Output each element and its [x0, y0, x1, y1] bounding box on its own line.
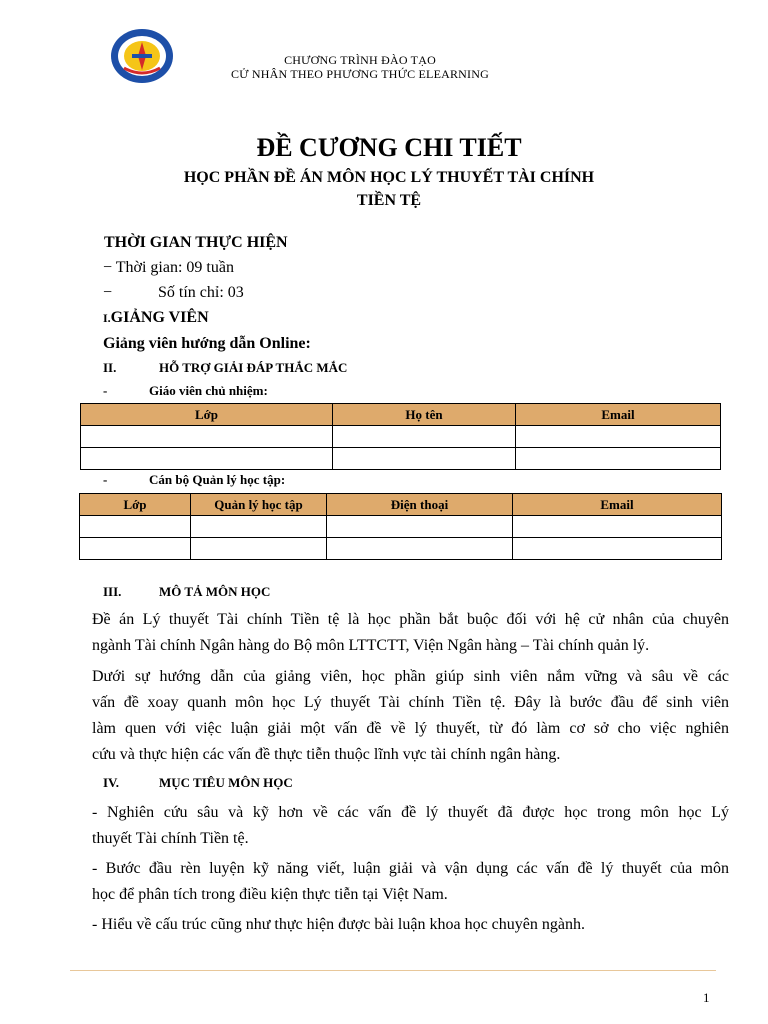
table-cell[interactable]: [516, 426, 721, 448]
table-cell[interactable]: [516, 448, 721, 470]
credits-line: [103, 284, 244, 302]
objective-item-2: [92, 856, 729, 908]
objectives-section-heading: MỤC TIÊU MÔN HỌC: [159, 775, 293, 790]
footer-divider: [70, 970, 716, 971]
manager-label: Cán bộ Quản lý học tập:: [149, 472, 286, 487]
online-lecturer-label: Giảng viên hướng dẫn Online:: [103, 335, 311, 352]
objectives-section-number: IV.: [103, 775, 120, 790]
table-cell[interactable]: [327, 516, 513, 538]
bullet-dash: −: [103, 259, 113, 276]
paragraph-line: - Hiểu về cấu trúc cũng như thực hiện được bài luận khoa học chuyên ngành.: [92, 916, 585, 933]
table-cell[interactable]: [513, 538, 722, 560]
table-cell[interactable]: [81, 448, 333, 470]
page-number: 1: [703, 990, 710, 1005]
table-row: [81, 448, 721, 470]
column-header: Email: [516, 404, 721, 426]
course-title-line2: TIỀN TỆ: [356, 192, 422, 209]
table-cell[interactable]: [327, 538, 513, 560]
column-header: Điện thoại: [327, 494, 513, 516]
paragraph-line: - Nghiên cứu sâu và kỹ hơn về các vấn đề lý thuyết đã được học trong môn học Lý: [92, 804, 729, 821]
table-cell[interactable]: [333, 448, 516, 470]
duration-text: Thời gian: 09 tuần: [115, 259, 234, 276]
paragraph-line: thuyết Tài chính Tiền tệ.: [92, 830, 249, 847]
homeroom-table: [80, 403, 721, 470]
duration-line: [103, 259, 234, 277]
description-paragraph-2: [92, 664, 729, 768]
column-header: Lớp: [81, 404, 333, 426]
support-section-number: II.: [103, 360, 117, 375]
table-cell[interactable]: [80, 516, 191, 538]
table-row: [80, 538, 722, 560]
table-cell[interactable]: [191, 516, 327, 538]
objective-item-3: [92, 912, 729, 938]
paragraph-line: cứu và thực hiện các vấn đề thực tiễn thuộc lĩnh vực tài chính ngân hàng.: [92, 746, 561, 763]
description-paragraph-1: [92, 607, 729, 659]
section-title: GIẢNG VIÊN: [110, 309, 209, 326]
description-section-heading: MÔ TẢ MÔN HỌC: [159, 584, 271, 599]
program-title-line2: CỬ NHÂN THEO PHƯƠNG THỨC ELEARNING: [231, 67, 489, 81]
course-title-line1: HỌC PHẦN ĐỀ ÁN MÔN HỌC LÝ THUYẾT TÀI CHÍNH: [183, 169, 595, 186]
document-title: ĐỀ CƯƠNG CHI TIẾT: [256, 133, 522, 162]
paragraph-line: làm quen với việc luận giải một vấn đề về lý thuyết, từ đó làm cơ sở cho việc nghiên: [92, 720, 729, 737]
study-manager-table: [79, 493, 722, 560]
credits-text: Số tín chỉ: 03: [158, 284, 244, 301]
objective-item-1: [92, 800, 729, 852]
table-cell[interactable]: [333, 426, 516, 448]
table-row: [81, 426, 721, 448]
paragraph-line: Dưới sự hướng dẫn của giảng viên, học phần giúp sinh viên nắm vững và sâu về các: [92, 668, 729, 685]
column-header: Họ tên: [333, 404, 516, 426]
bullet-dash: −: [103, 284, 113, 301]
section-number: I.: [103, 311, 111, 325]
paragraph-line: Đề án Lý thuyết Tài chính Tiền tệ là học phần bắt buộc đối với hệ cử nhân của chuyên: [92, 611, 729, 628]
description-section-number: III.: [103, 584, 122, 599]
homeroom-label: Giáo viên chủ nhiệm:: [149, 383, 268, 398]
paragraph-line: - Bước đầu rèn luyện kỹ năng viết, luận giải và vận dụng các vấn đề lý thuyết của môn: [92, 860, 729, 877]
support-section-heading: HỖ TRỢ GIẢI ĐÁP THẮC MẮC: [159, 360, 348, 375]
table-cell[interactable]: [191, 538, 327, 560]
table-cell[interactable]: [81, 426, 333, 448]
lecturer-heading: [103, 309, 209, 327]
paragraph-line: ngành Tài chính Ngân hàng do Bộ môn LTTCTT, Viện Ngân hàng – Tài chính quản lý.: [92, 637, 650, 654]
manager-dash: -: [103, 472, 108, 487]
column-header: Lớp: [80, 494, 191, 516]
paragraph-line: học để phân tích trong điều kiện thực tiễn tại Việt Nam.: [92, 886, 448, 903]
time-section-heading: THỜI GIAN THỰC HIỆN: [104, 234, 288, 251]
table-cell[interactable]: [513, 516, 722, 538]
program-title-line1: CHƯƠNG TRÌNH ĐÀO TẠO: [284, 53, 436, 67]
table-row: [80, 516, 722, 538]
table-cell[interactable]: [80, 538, 191, 560]
column-header: Email: [513, 494, 722, 516]
homeroom-dash: -: [103, 383, 108, 398]
paragraph-line: vấn đề xoay quanh môn học Lý thuyết Tài chính Tiền tệ. Đây là bước đầu để sinh viên: [92, 694, 729, 711]
column-header: Quản lý học tập: [191, 494, 327, 516]
